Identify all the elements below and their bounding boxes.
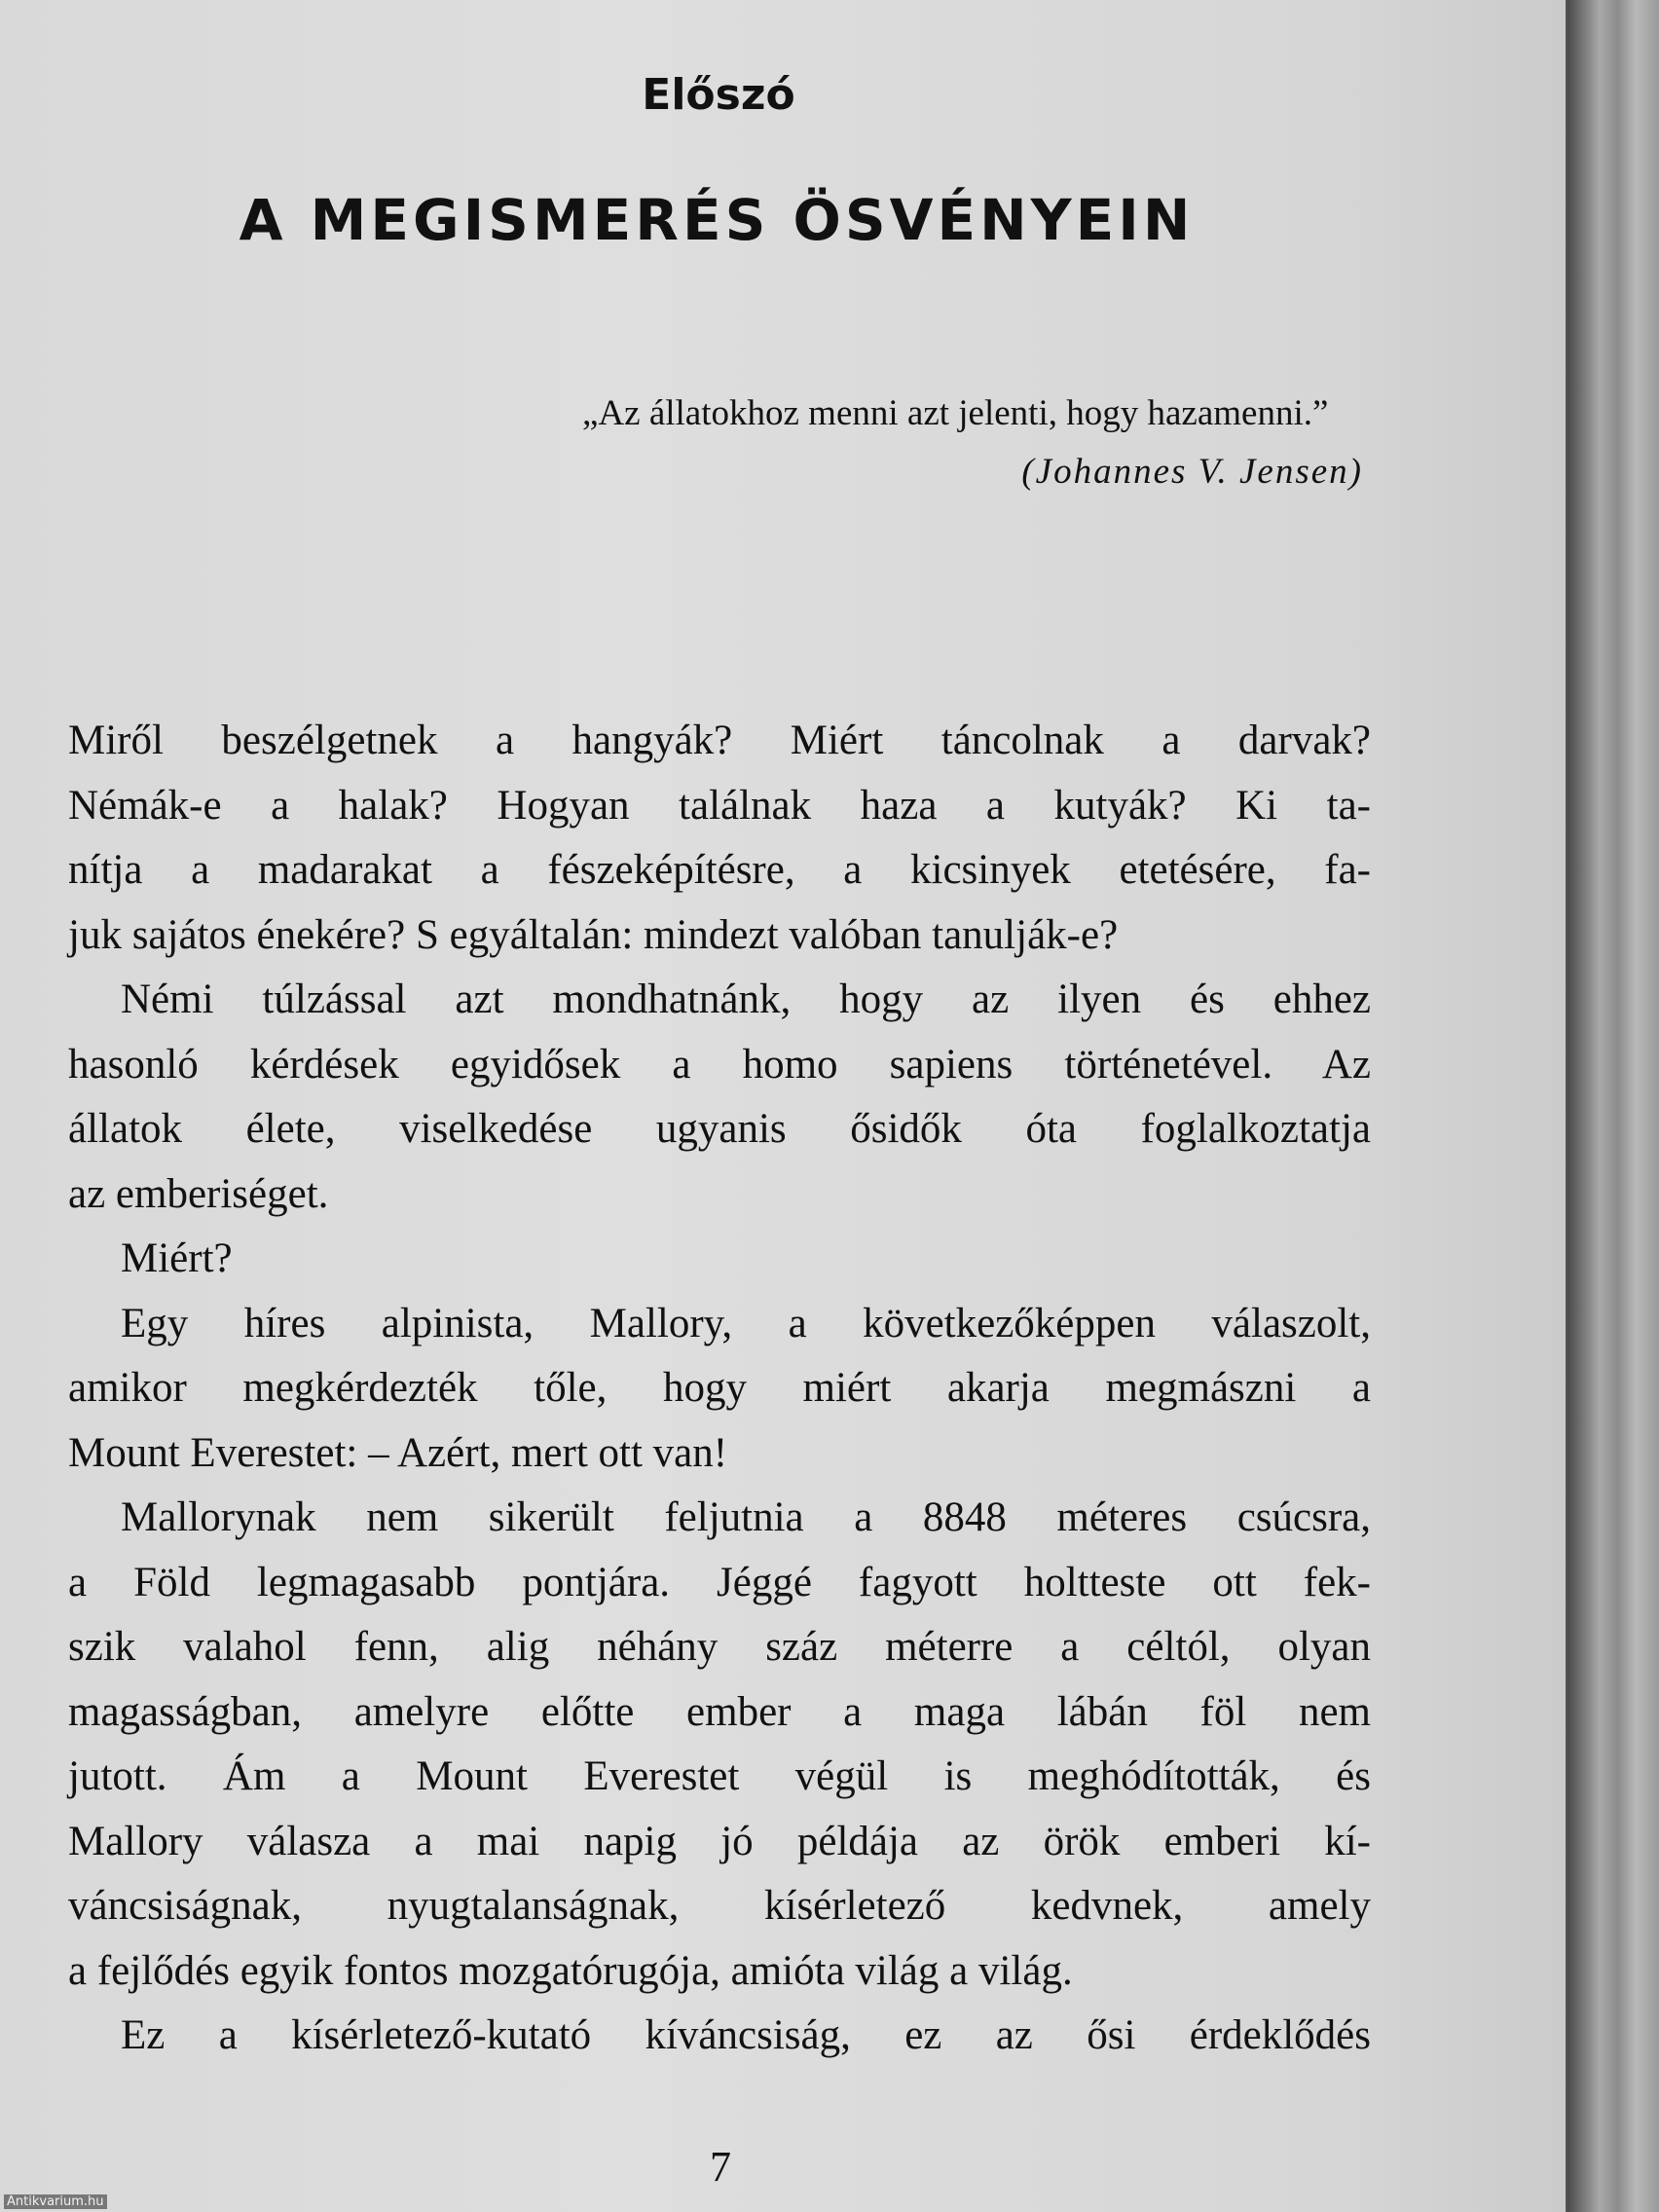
text-line: Mount Everestet: – Azért, mert ott van! bbox=[68, 1429, 728, 1476]
text-line: amikor megkérdezték tőle, hogy miért akarja megmászni a bbox=[68, 1365, 1371, 1411]
text-line: Miért? bbox=[121, 1235, 233, 1281]
paragraph bbox=[68, 2004, 1371, 2069]
text-line: az emberiséget. bbox=[68, 1170, 329, 1217]
book-spine bbox=[1567, 0, 1659, 2212]
text-line: Miről beszélgetnek a hangyák? Miért táncolnak a darvak? bbox=[68, 718, 1371, 763]
watermark: Antikvarium.hu bbox=[4, 2194, 107, 2209]
text-line: juk sajátos énekére? S egyáltalán: mindezt valóban tanulják-e? bbox=[68, 911, 1119, 958]
paragraph bbox=[68, 1292, 1371, 1487]
text-line: nítja a madarakat a fészeképítésre, a kicsinyek etetésére, fa- bbox=[68, 847, 1371, 893]
text-line: Némák-e a halak? Hogyan találnak haza a kutyák? Ki ta- bbox=[68, 782, 1371, 829]
text-line: Ez a kísérletező-kutató kíváncsiság, ez az ősi érdeklődés bbox=[121, 2012, 1371, 2058]
text-line: állatok élete, viselkedése ugyanis ősidők óta foglalkoztatja bbox=[68, 1106, 1371, 1152]
text-line: a Föld legmagasabb pontjára. Jéggé fagyott holtteste ott fek- bbox=[68, 1559, 1371, 1605]
text-line: a fejlődés egyik fontos mozgatórugója, amióta világ a világ. bbox=[68, 1947, 1073, 1994]
chapter-label: Előszó bbox=[642, 70, 795, 120]
paragraph bbox=[68, 968, 1371, 1227]
epigraph-quote: „Az állatokhoz menni azt jelenti, hogy hazamenni.” bbox=[582, 393, 1329, 433]
epigraph-author: (Johannes V. Jensen) bbox=[1021, 452, 1363, 492]
text-line: Némi túlzással azt mondhatnánk, hogy az ilyen és ehhez bbox=[121, 977, 1371, 1022]
text-line: Mallorynak nem sikerült feljutnia a 8848 méteres csúcsra, bbox=[121, 1494, 1371, 1540]
epigraph bbox=[582, 387, 1367, 498]
text-line: váncsiságnak, nyugtalanságnak, kísérletező kedvnek, amely bbox=[68, 1883, 1371, 1929]
text-line: szik valahol fenn, alig néhány száz méterre a céltól, olyan bbox=[68, 1624, 1371, 1670]
body-text bbox=[68, 709, 1371, 2069]
paragraph bbox=[68, 709, 1371, 968]
page-number: 7 bbox=[710, 2143, 731, 2191]
chapter-title: A MEGISMERÉS ÖSVÉNYEIN bbox=[239, 187, 1195, 253]
paragraph bbox=[68, 1227, 1371, 1292]
text-line: jutott. Ám a Mount Everestet végül is meghódították, és bbox=[68, 1753, 1371, 1799]
text-line: magasságban, amelyre előtte ember a maga lábán föl nem bbox=[68, 1688, 1371, 1735]
text-line: Egy híres alpinista, Mallory, a következőképpen válaszolt, bbox=[121, 1300, 1371, 1346]
text-line: hasonló kérdések egyidősek a homo sapiens történetével. Az bbox=[68, 1041, 1371, 1088]
text-line: Mallory válasza a mai napig jó példája az örök emberi kí- bbox=[68, 1818, 1371, 1864]
paragraph bbox=[68, 1486, 1371, 2004]
